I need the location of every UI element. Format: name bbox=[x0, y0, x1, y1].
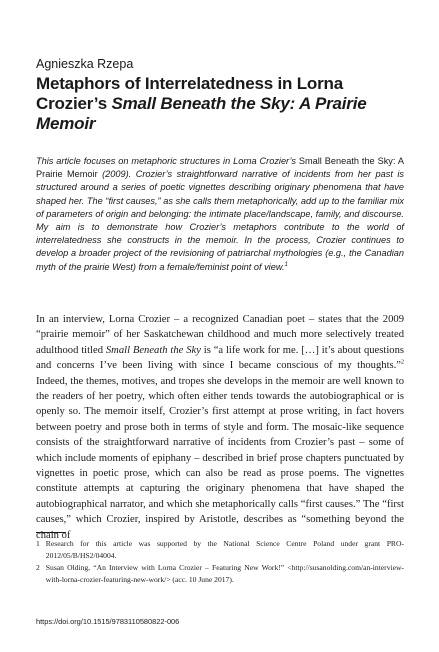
footnote-rule bbox=[36, 532, 66, 533]
author-name: Agnieszka Rzepa bbox=[36, 57, 134, 71]
footnote bbox=[36, 562, 404, 586]
body-text-2: is “a life work for me. […] it’s about questions and concerns I’ve been living with since I became conscious of my thoughts.” bbox=[36, 344, 404, 372]
footnotes bbox=[36, 538, 404, 586]
paragraph bbox=[36, 312, 404, 543]
abstract bbox=[36, 155, 404, 274]
title-text: Metaphors of Interrelatedness in Lorna Crozier’s bbox=[36, 74, 343, 113]
body-text-3: Indeed, the themes, motives, and tropes she develops in the memoir are well known to the readers of her poetry, which often either tends towards the autobiographical or is openly so. The memoir itself, Crozier’s first attempt at prose writing, in fact hovers between poetry and prose both in terms of style and form. The mosaic-like sequence consists of the straightforward narrative of incidents from Crozier’s past – some of which include moments of epiphany – described in brief prose chapters punctuated by vignettes in poetic prose, which can also be read as prose poems. The vignettes constitute attempts at capturing the originary phenomena that have shaped the autobiographical narrator, and which she metaphorically calls “first causes.” The “first causes,” which Crozier, inspired by Aristotle, describes as “something beyond the chain of bbox=[36, 375, 404, 541]
footnote-ref-1: 1 bbox=[284, 261, 288, 268]
footnote-ref-2: 2 bbox=[401, 359, 404, 366]
footnote-text: Research for this article was supported by the National Science Centre Poland under grant PRO-2012/05/B/HS2/04004. bbox=[45, 539, 404, 560]
body-text-1: In an interview, Lorna Crozier – a recognized Canadian poet – states that the 2009 “prairie memoir” of her Saskatchewan childhood and much more selectively treated adulthood titled bbox=[36, 314, 404, 356]
title-italic-text: Small Beneath the Sky: A Prairie Memoir bbox=[36, 94, 367, 133]
footnote-text: Susan Olding, “An Interview with Lorna Crozier – Featuring New Work!” <http://susanolding.com/an-interview-with-lorna-crozier-featuring-new-work/> (acc. 10 June 2017). bbox=[45, 563, 404, 584]
abstract-text-1: This article focuses on metaphoric structures in Lorna Crozier’s bbox=[36, 156, 299, 166]
abstract-text-2: (2009). Crozier’s straightforward narrative of incidents from her past is structured around a series of poetic vignettes describing originary phenomena that have shaped her. The “first causes,” as she calls them metaphorically, add up to the familiar mix of parameters of origin and belonging: the intimate place/landscape, family, and discourse. My aim is to demonstrate how Crozier’s metaphors contribute to the world of interrelatedness she constructs in the memoir. In the process, Crozier continues to develop a broader project of the revisioning of patriarchal mythologies (e.g., the Canadian myth of the prairie West) from a female/feminist point of view. bbox=[36, 169, 404, 272]
body-text bbox=[36, 312, 404, 543]
abstract-book-title: Small Beneath the Sky: A Prairie Memoir bbox=[36, 156, 404, 180]
doi-link[interactable]: https://doi.org/10.1515/9783110580822-006 bbox=[36, 617, 180, 626]
footnote bbox=[36, 538, 404, 562]
footnote-number: 1 bbox=[36, 539, 40, 548]
body-book-title: Small Beneath the Sky bbox=[105, 344, 201, 356]
article-title bbox=[36, 74, 406, 134]
footnote-number: 2 bbox=[36, 563, 40, 572]
